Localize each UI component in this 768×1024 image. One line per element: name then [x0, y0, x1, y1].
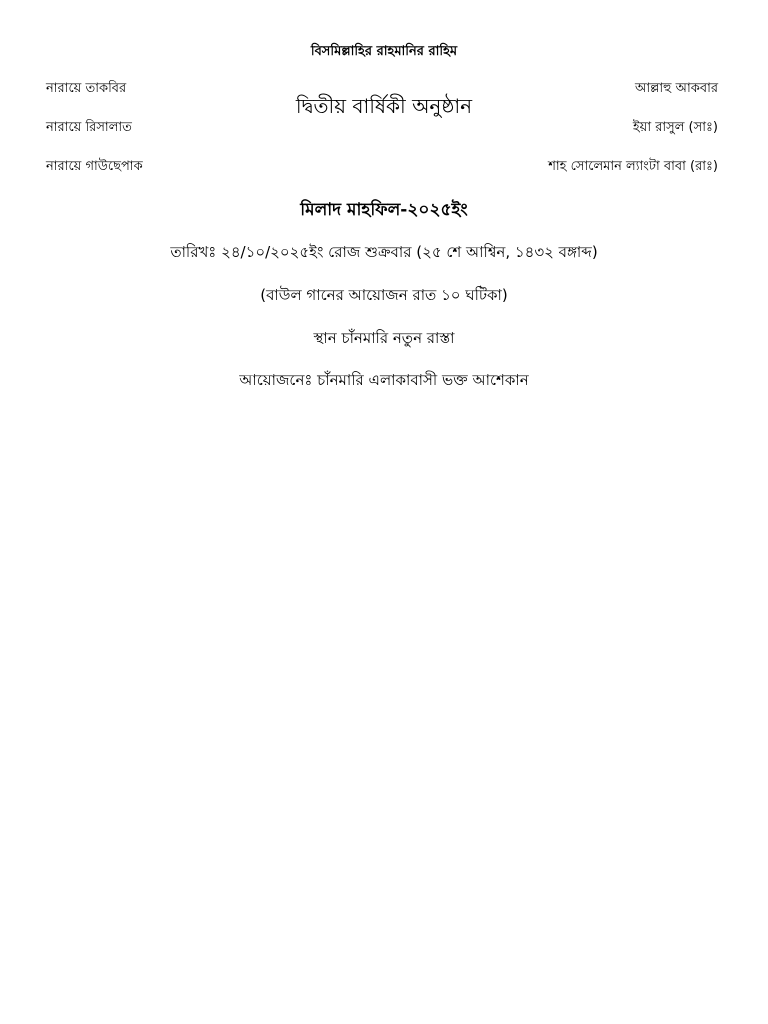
- slogan-risalat: নারায়ে রিসালাত: [46, 120, 132, 135]
- event-organizer: আয়োজনেঃ চাঁনমারি এলাকাবাসী ভক্ত আশেকান: [239, 371, 529, 389]
- event-venue: স্থান চাঁনমারি নতুন রাস্তা: [313, 329, 455, 347]
- slogan-allahu-akbar: আল্লাহু আকবার: [634, 81, 718, 96]
- slogan-shah-soleman: শাহ সোলেমান ল্যাংটা বাবা (রাঃ): [548, 159, 718, 174]
- anniversary-title: দ্বিতীয় বার্ষিকী অনুষ্ঠান: [295, 94, 473, 118]
- slogan-gauchepak: নারায়ে গাউছেপাক: [46, 159, 143, 174]
- slogan-ya-rasul: ইয়া রাসুল (সাঃ): [632, 120, 718, 135]
- baul-song-note: (বাউল গানের আয়োজন রাত ১০ ঘটিকা): [260, 286, 508, 304]
- event-name: মিলাদ মাহফিল-২০২৫ইং: [300, 200, 468, 220]
- event-date: তারিখঃ ২৪/১০/২০২৫ইং রোজ শুক্রবার (২৫ শে আশ্বিন, ১৪৩২ বঙ্গাব্দ): [170, 243, 598, 261]
- bismillah-heading: বিসমিল্লাহির রাহমানির রাহিম: [310, 44, 458, 59]
- slogan-takbir: নারায়ে তাকবির: [46, 81, 127, 96]
